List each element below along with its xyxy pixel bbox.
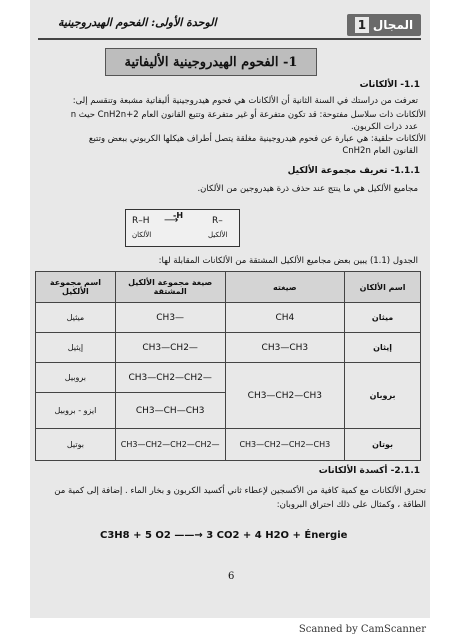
formula-cell: CH3—CH2—CH3	[225, 363, 345, 429]
alkane-cell: بروبان	[345, 363, 421, 429]
alkyl-formula-cell: CH3—CH—CH3	[115, 393, 225, 429]
alkyl-formula-cell: CH3—CH2—CH2—	[115, 363, 225, 393]
col-header-alkane: اسم الألكان	[345, 272, 421, 303]
table-row	[36, 303, 421, 333]
col-header-formula: صيغته	[225, 272, 345, 303]
table-row	[36, 363, 421, 393]
reaction-left: R–H	[132, 216, 150, 226]
table-header-row	[36, 272, 421, 303]
bullet-open-chain-cont: عدد ذرات الكربون.	[350, 122, 418, 132]
intro-paragraph: تعرفت من دراستك في السنة الثانية أن الألكانات هي فحوم هيدروجينية أليفاتية مشبعة وتنقسم إلى:	[72, 96, 418, 106]
alkane-cell: إيثان	[345, 333, 421, 363]
page-header	[38, 14, 421, 40]
reaction-arrow-label: -H	[173, 211, 184, 220]
combustion-equation: C3H8 + 5 O2 ——→ 3 CO2 + 4 H2O + Énergie	[100, 530, 348, 541]
alkyl-formula-cell: CH3—CH2—CH2—CH2—	[115, 429, 225, 461]
alkyl-formula-cell: CH3—CH2—	[115, 333, 225, 363]
reaction-box	[125, 209, 240, 247]
bullet-open-chain: الألكانات ذات سلاسل مفتوحة: قد تكون متفرعة أو غير متفرعة وتتبع القانون العام CnH2n+2 حيث n	[70, 110, 426, 120]
reaction-left-caption: الألكان	[132, 231, 152, 239]
alkyl-name-cell: ايزو - بروبيل	[36, 393, 116, 429]
table-caption: الجدول (1.1) يبين بعض مجاميع الألكيل المشتقة من الألكانات المقابلة لها:	[158, 256, 418, 266]
combustion-text: تحترق الألكانات مع كمية كافية من الأكسجين لإعطاء ثاني أكسيد الكربون و بخار الماء . إضافة إلى كمية من	[54, 486, 426, 496]
reaction-right-caption: الألكيل	[208, 231, 228, 239]
alkyl-definition: مجاميع الألكيل هي ما ينتج عند حذف ذرة هيدروجين من الألكان.	[197, 184, 418, 194]
col-header-alkyl-name: اسم مجموعة الألكيل	[36, 272, 116, 303]
table-row	[36, 333, 421, 363]
alkyl-formula-cell: CH3—	[115, 303, 225, 333]
bullet-cyclic: الألكانات حلقية: هي عبارة عن فحوم هيدروجينية مغلقة يتصل أطراف هيكلها الكربوني ببعض وتتبع	[88, 134, 426, 144]
domain-label: المجال	[372, 18, 414, 32]
arrow-icon: ⟶	[164, 215, 179, 226]
formula-cell: CH3—CH3	[225, 333, 345, 363]
alkyl-name-cell: بوتيل	[36, 429, 116, 461]
subheading-oxidation: 2.1.1- أكسدة الألكانات	[318, 466, 420, 476]
formula-cell: CH4	[225, 303, 345, 333]
subheading-alkanes: 1.1- الألكانات	[359, 80, 420, 90]
col-header-alkyl-formula: صيغة مجموعة الألكيل المشتقة	[115, 272, 225, 303]
subheading-alkyl-definition: 1.1.1- تعريف مجموعة الألكيل	[287, 166, 420, 176]
alkyl-name-cell: إيثيل	[36, 333, 116, 363]
unit-title: الوحدة الأولى: الفحوم الهيدروجينية	[58, 16, 217, 29]
section-title: 1- الفحوم الهيدروجينية الأليفاتية	[105, 48, 317, 76]
formula-cell: CH3—CH2—CH2—CH3	[225, 429, 345, 461]
alkyl-table	[35, 271, 421, 461]
bullet-cyclic-cont: القانون العام CnH2n	[342, 146, 418, 156]
combustion-text-cont: الطاقة ، وكمثال على ذلك احتراق البروبان:	[276, 500, 426, 510]
alkyl-name-cell: ميثيل	[36, 303, 116, 333]
alkyl-name-cell: بروبيل	[36, 363, 116, 393]
table-row	[36, 429, 421, 461]
alkane-cell: ميثان	[345, 303, 421, 333]
domain-badge	[347, 14, 421, 36]
scanner-footer: Scanned by CamScanner	[298, 624, 426, 635]
document-page	[30, 0, 430, 618]
alkane-cell: بوتان	[345, 429, 421, 461]
reaction-right: R–	[212, 216, 223, 226]
domain-number: 1	[355, 17, 369, 33]
page-number: 6	[228, 571, 235, 582]
